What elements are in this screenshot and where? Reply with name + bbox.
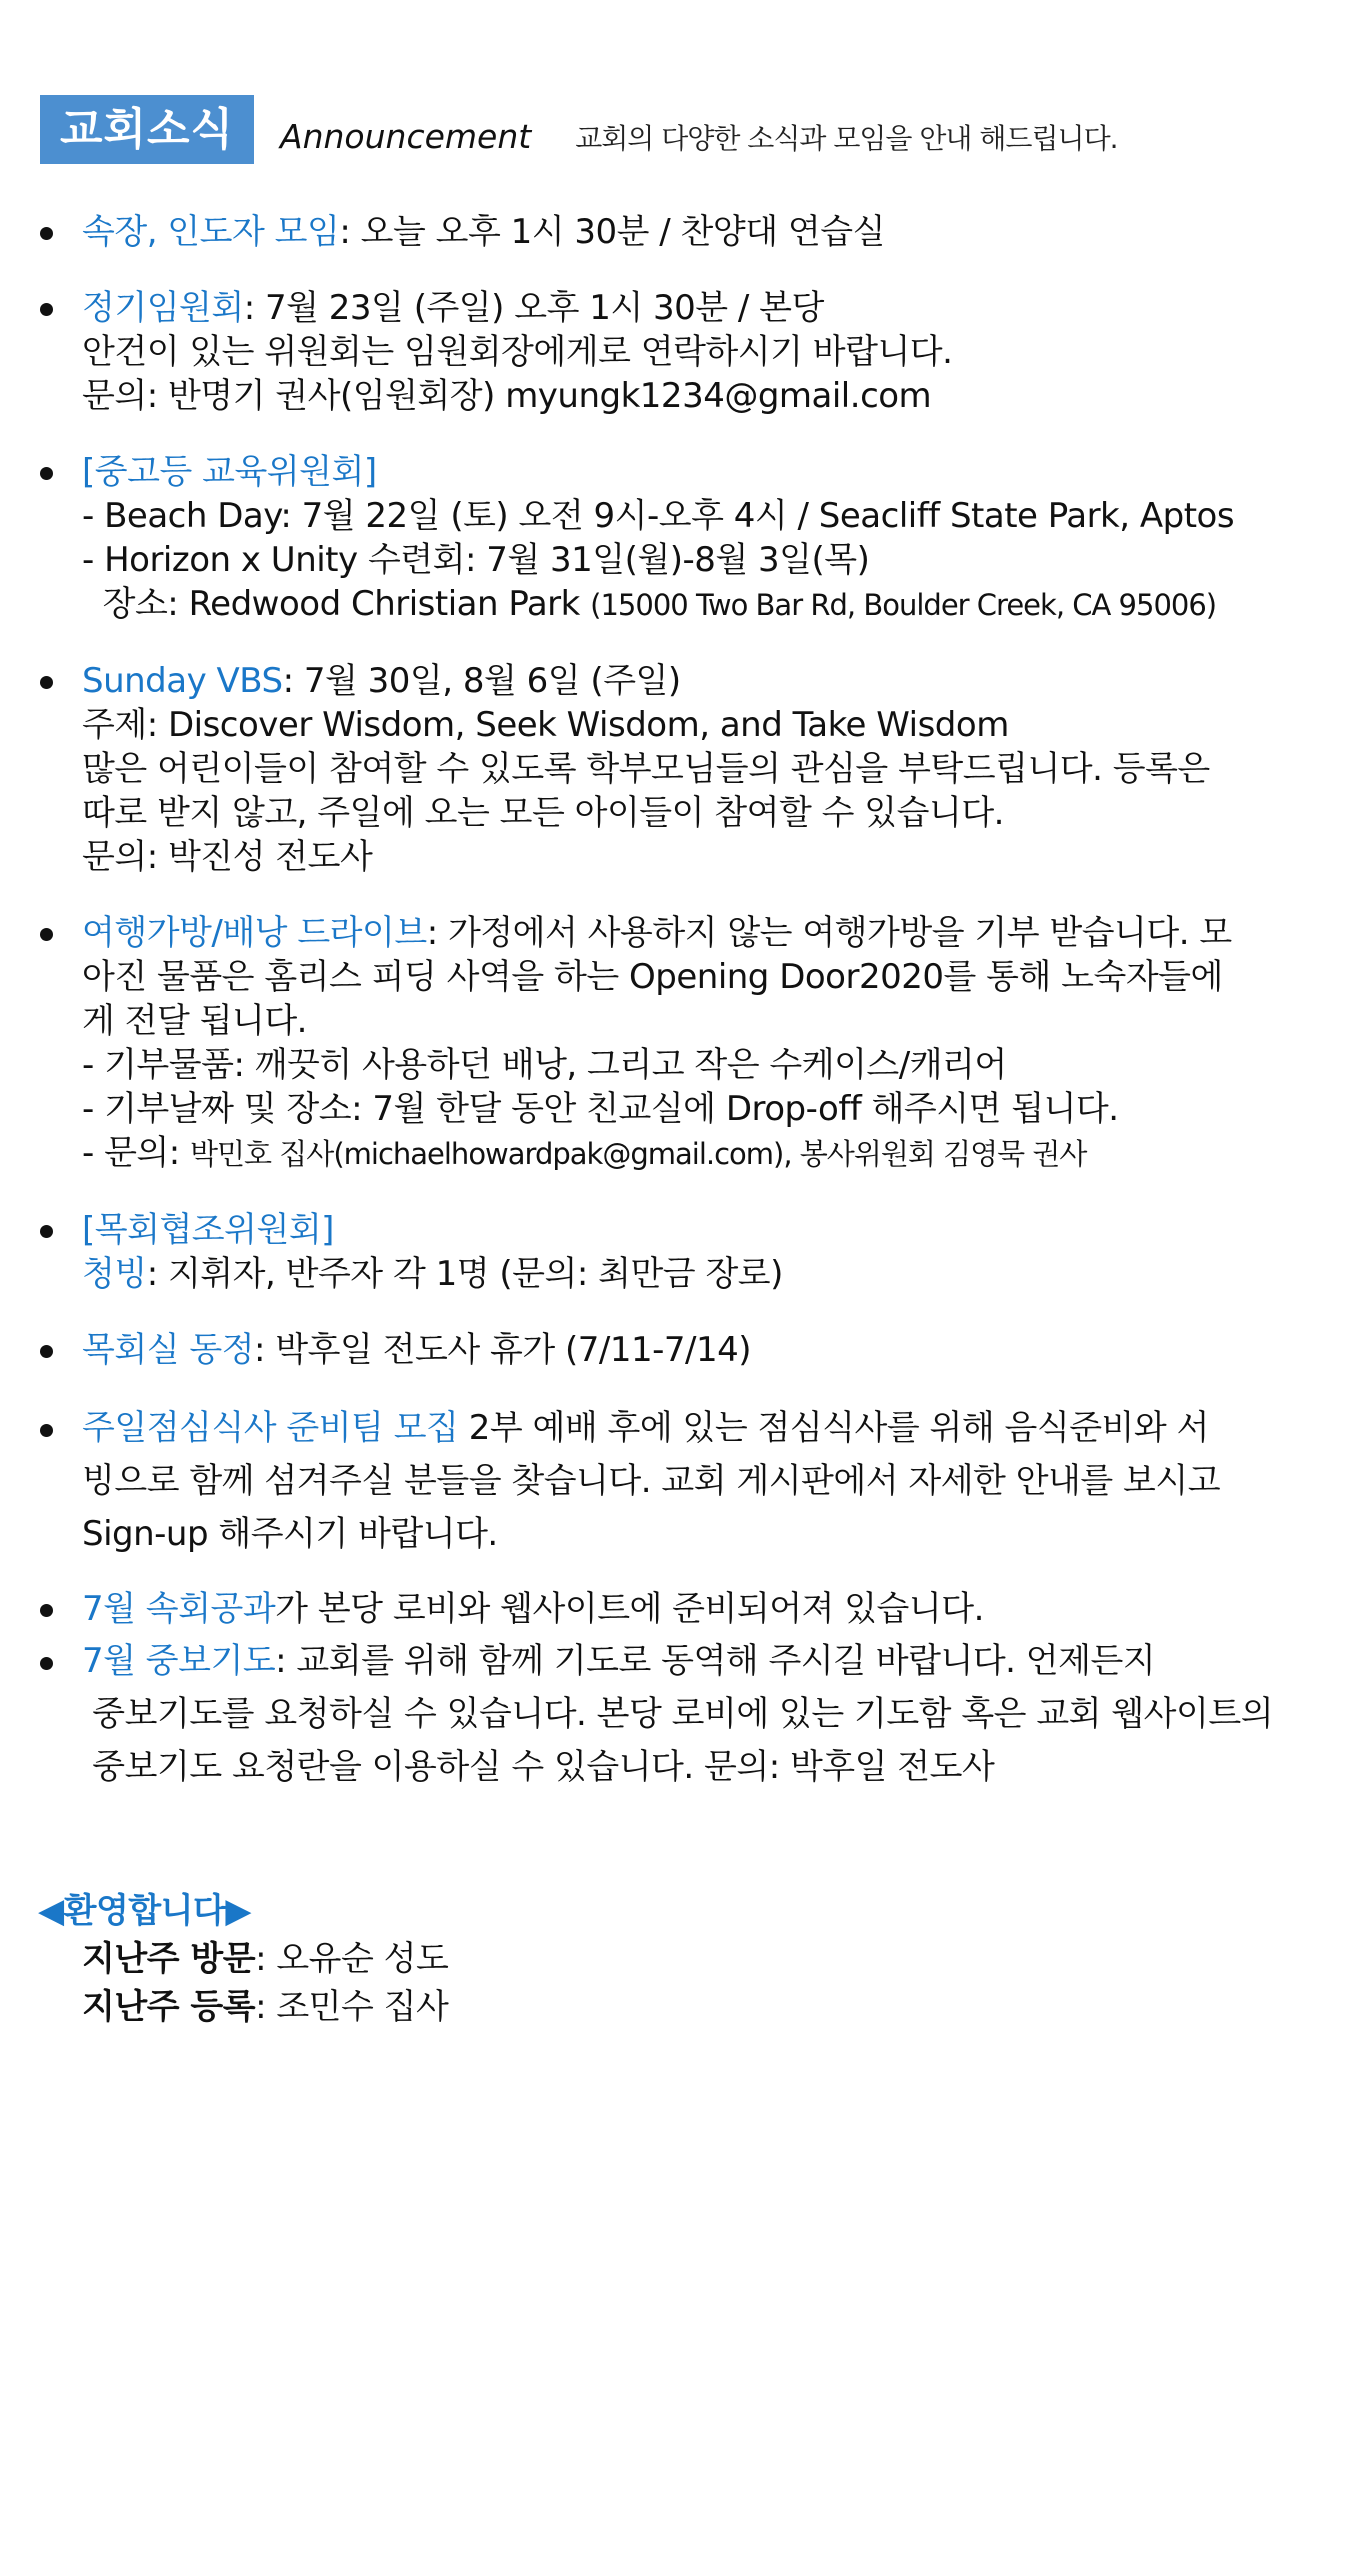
list-item-cell-leaders-meeting: [34, 210, 1334, 254]
visitor-label: 지난주 방문: [82, 1939, 256, 1979]
item-line: 중보기도 요청란을 이용하실 수 있습니다. 문의: 박후일 전도사: [82, 1747, 995, 1787]
item-heading: 여행가방/배낭 드라이브: [82, 913, 427, 953]
registration-label: 지난주 등록: [82, 1987, 256, 2027]
item-address: (15000 Two Bar Rd, Boulder Creek, CA 95006): [590, 588, 1217, 622]
list-item-pastoral-news: [34, 1328, 1334, 1372]
item-line: 아진 물품은 홈리스 피딩 사역을 하는 Opening Door2020를 통해 노숙자들에: [82, 957, 1223, 997]
item-line: 문의: 박진성 전도사: [82, 837, 373, 877]
welcome-section: [38, 1887, 448, 2031]
item-text: : 교회를 위해 함께 기도로 동역해 주시길 바랍니다. 언제든지: [275, 1641, 1156, 1681]
item-line: - 기부날짜 및 장소: 7월 한달 동안 친교실에 Drop-off 해주시면 됩니다.: [82, 1089, 1119, 1129]
item-heading: 목회실 동정: [82, 1330, 255, 1370]
item-heading: 7월 중보기도: [82, 1641, 276, 1681]
item-text: : 7월 23일 (주일) 오후 1시 30분 / 본당: [243, 288, 824, 328]
bullet-icon: [40, 1657, 53, 1670]
item-heading: 주일점심식사 준비팀 모집: [82, 1408, 459, 1448]
welcome-heading: ◀환영합니다▶: [38, 1891, 252, 1931]
item-text: : 지휘자, 반주자 각 1명 (문의: 최만금 장로): [146, 1254, 783, 1294]
item-line: - Beach Day: 7월 22일 (토) 오전 9시-오후 4시 / Seacliff State Park, Aptos: [82, 496, 1235, 536]
bullet-icon: [40, 1424, 53, 1437]
list-item-luggage-drive: [34, 911, 1334, 1176]
header-subtitle: 교회의 다양한 소식과 모임을 안내 해드립니다.: [575, 121, 1118, 155]
item-line: 주제: Discover Wisdom, Seek Wisdom, and Take Wisdom: [82, 705, 1009, 745]
item-line: Sign-up 해주시기 바랍니다.: [82, 1514, 498, 1554]
bullet-icon: [40, 1604, 53, 1617]
list-item-pastoral-committee: [34, 1208, 1334, 1296]
bullet-icon: [40, 467, 53, 480]
item-line: 안건이 있는 위원회는 임원회장에게로 연락하시기 바랍니다.: [82, 332, 953, 372]
list-item-sunday-vbs: [34, 659, 1334, 879]
item-line: - 문의:: [82, 1133, 191, 1173]
bullet-icon: [40, 1225, 53, 1238]
list-item-board-meeting: [34, 286, 1334, 418]
item-text: : 오늘 오후 1시 30분 / 찬양대 연습실: [339, 212, 885, 252]
page-title: 교회소식: [40, 95, 254, 164]
item-text: : 박후일 전도사 휴가 (7/11-7/14): [254, 1330, 751, 1370]
visitor-value: : 오유순 성도: [255, 1939, 449, 1979]
item-line: 많은 어린이들이 참여할 수 있도록 학부모님들의 관심을 부탁드립니다. 등록은: [82, 749, 1210, 789]
item-line: 빙으로 함께 섬겨주실 분들을 찾습니다. 교회 게시판에서 자세한 안내를 보시고: [82, 1461, 1221, 1501]
english-title: Announcement: [280, 117, 532, 156]
item-line: 게 전달 됩니다.: [82, 1001, 307, 1041]
list-item-lunch-team: [34, 1402, 1334, 1561]
registration-value: : 조민수 집사: [255, 1987, 449, 2027]
item-text: 2부 예배 후에 있는 점심식사를 위해 음식준비와 서: [458, 1408, 1209, 1448]
item-heading: 정기임원회: [82, 288, 244, 328]
item-subheading: 청빙: [82, 1254, 147, 1294]
item-line: 따로 받지 않고, 주일에 오는 모든 아이들이 참여할 수 있습니다.: [82, 793, 1004, 833]
bullet-icon: [40, 1345, 53, 1358]
item-line: 중보기도를 요청하실 수 있습니다. 본당 로비에 있는 기도함 혹은 교회 웹사이트의: [82, 1694, 1274, 1734]
item-line: 문의: 반명기 권사(임원회장) myungk1234@gmail.com: [82, 376, 932, 416]
item-text: : 7월 30일, 8월 6일 (주일): [282, 661, 681, 701]
item-text: : 가정에서 사용하지 않는 여행가방을 기부 받습니다. 모: [426, 913, 1232, 953]
item-line: - 기부물품: 깨끗히 사용하던 배낭, 그리고 작은 수케이스/캐리어: [82, 1045, 1007, 1085]
item-contact: 박민호 집사(michaelhowardpak@gmail.com), 봉사위원회 김영묵 권사: [190, 1137, 1087, 1171]
item-heading: [중고등 교육위원회]: [82, 452, 377, 492]
item-line: 장소: Redwood Christian Park: [82, 584, 591, 624]
item-heading: 7월 속회공과: [82, 1589, 276, 1629]
item-heading: 속장, 인도자 모임: [82, 212, 340, 252]
bullet-icon: [40, 303, 53, 316]
item-heading: Sunday VBS: [82, 661, 283, 701]
item-heading: [목회협조위원회]: [82, 1210, 334, 1250]
item-line: - Horizon x Unity 수련회: 7월 31일(월)-8월 3일(목): [82, 540, 870, 580]
announcement-header: [40, 95, 1118, 164]
list-item-youth-education: [34, 450, 1334, 627]
last-week-registration: [38, 1983, 448, 2031]
bullet-icon: [40, 928, 53, 941]
bullet-icon: [40, 676, 53, 689]
item-text: 가 본당 로비와 웹사이트에 준비되어져 있습니다.: [275, 1589, 984, 1629]
list-item-cell-lesson: [34, 1587, 1334, 1631]
bullet-icon: [40, 227, 53, 240]
list-item-intercessory-prayer: [34, 1635, 1334, 1794]
last-week-visitor: [38, 1935, 448, 1983]
announcement-list: [34, 210, 1334, 1794]
